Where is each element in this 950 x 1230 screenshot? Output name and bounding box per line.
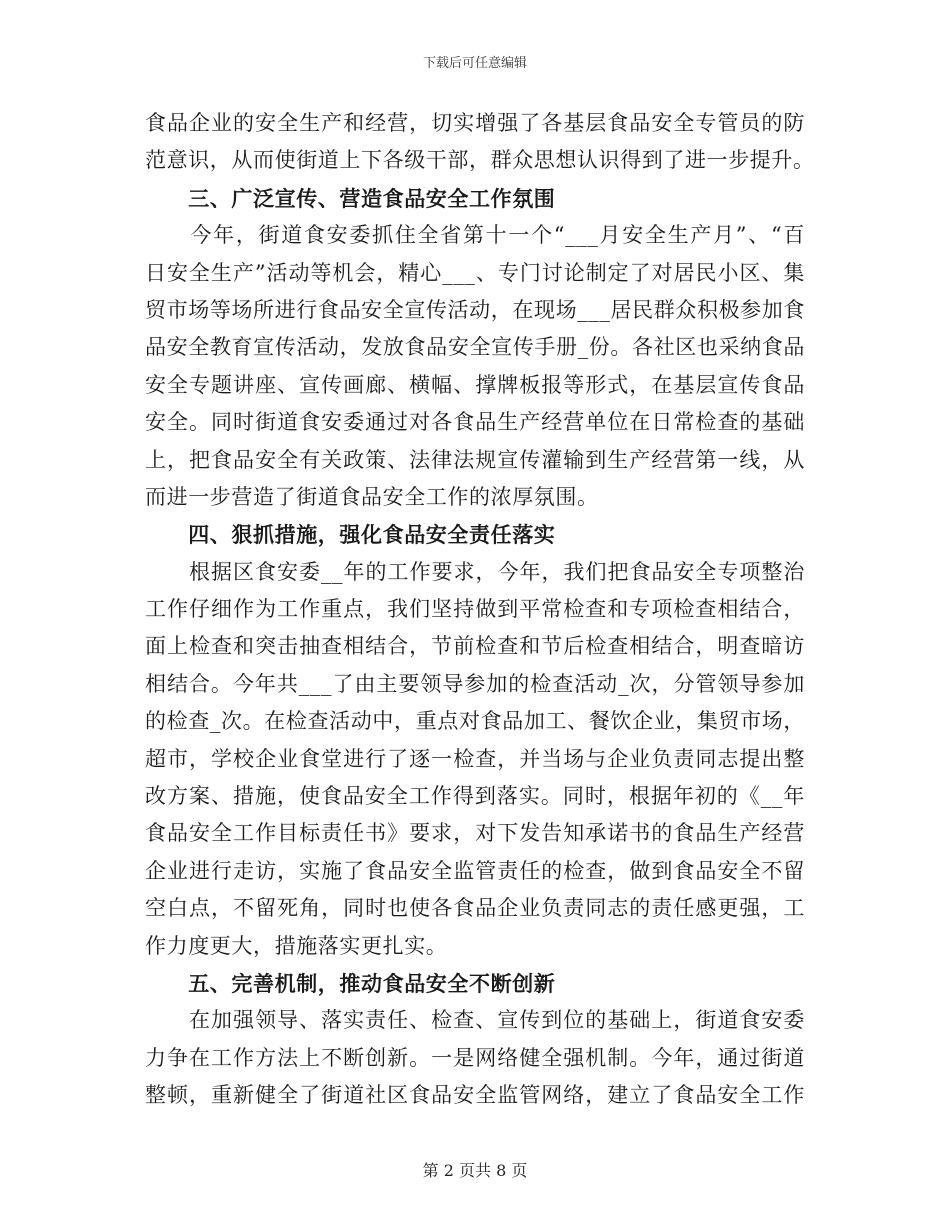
text-line: 相结合。今年共___了由主要领导参加的检查活动_次，分管领导参加 bbox=[145, 671, 805, 696]
text-line: 力争在工作方法上不断创新。一是网络健全强机制。今年，通过街道 bbox=[145, 1045, 805, 1070]
text-line: 工作仔细作为工作重点，我们坚持做到平常检查和专项检查相结合， bbox=[145, 597, 805, 622]
text-line: 日安全生产”活动等机会，精心___、专门讨论制定了对居民小区、集 bbox=[145, 260, 805, 285]
section-heading: 四、狠抓措施，强化食品安全责任落实 bbox=[145, 522, 556, 548]
text-line: 上，把食品安全有关政策、法律法规宣传灌输到生产经营第一线，从 bbox=[145, 447, 805, 472]
text-line: 食品安全工作目标责任书》要求，对下发告知承诺书的食品生产经营 bbox=[145, 821, 805, 846]
text-line: 在加强领导、落实责任、检查、宣传到位的基础上，街道食安委 bbox=[145, 1008, 805, 1033]
text-line: 空白点，不留死角，同时也使各食品企业负责同志的责任感更强，工 bbox=[145, 896, 805, 921]
text-line: 的检查_次。在检查活动中，重点对食品加工、餐饮企业，集贸市场， bbox=[145, 709, 805, 734]
text-line: 今年，街道食安委抓住全省第十一个“___月安全生产月”、“百 bbox=[145, 223, 805, 248]
text-line: 根据区食安委__年的工作要求，今年，我们把食品安全专项整治 bbox=[145, 559, 805, 584]
text-line: 品安全教育宣传活动，发放食品安全宣传手册_份。各社区也采纳食品 bbox=[145, 335, 805, 360]
text-line: 安全。同时街道食安委通过对各食品生产经营单位在日常检查的基础 bbox=[145, 410, 805, 435]
text-line: 超市，学校企业食堂进行了逐一检查，并当场与企业负责同志提出整 bbox=[145, 746, 805, 771]
document-body bbox=[145, 105, 815, 1115]
text-line: 企业进行走访，实施了食品安全监管责任的检查，做到食品安全不留 bbox=[145, 858, 805, 883]
text-line: 范意识，从而使街道上下各级干部，群众思想认识得到了进一步提升。 bbox=[145, 148, 815, 173]
text-line: 食品企业的安全生产和经营，切实增强了各基层食品安全专管员的防 bbox=[145, 111, 805, 135]
text-line: 而进一步营造了街道食品安全工作的浓厚氛围。 bbox=[145, 484, 599, 509]
page-header: 下载后可任意编辑 bbox=[422, 56, 527, 71]
text-line: 整顿，重新健全了街道社区食品安全监管网络，建立了食品安全工作 bbox=[145, 1083, 805, 1108]
section-heading: 五、完善机制，推动食品安全不断创新 bbox=[145, 970, 556, 996]
text-line: 改方案、措施，使食品安全工作得到落实。同时，根据年初的《__年 bbox=[145, 784, 805, 809]
text-line: 贸市场等场所进行食品安全宣传活动，在现场___居民群众积极参加食 bbox=[145, 297, 805, 322]
section-heading: 三、广泛宣传、营造食品安全工作氛围 bbox=[145, 185, 556, 211]
text-line: 作力度更大，措施落实更扎实。 bbox=[145, 933, 448, 958]
page-number: 第 2 页共 8 页 bbox=[422, 1161, 528, 1180]
text-line: 安全专题讲座、宣传画廊、横幅、撑牌板报等形式，在基层宣传食品 bbox=[145, 372, 805, 397]
text-line: 面上检查和突击抽查相结合，节前检查和节后检查相结合，明查暗访 bbox=[145, 634, 805, 659]
